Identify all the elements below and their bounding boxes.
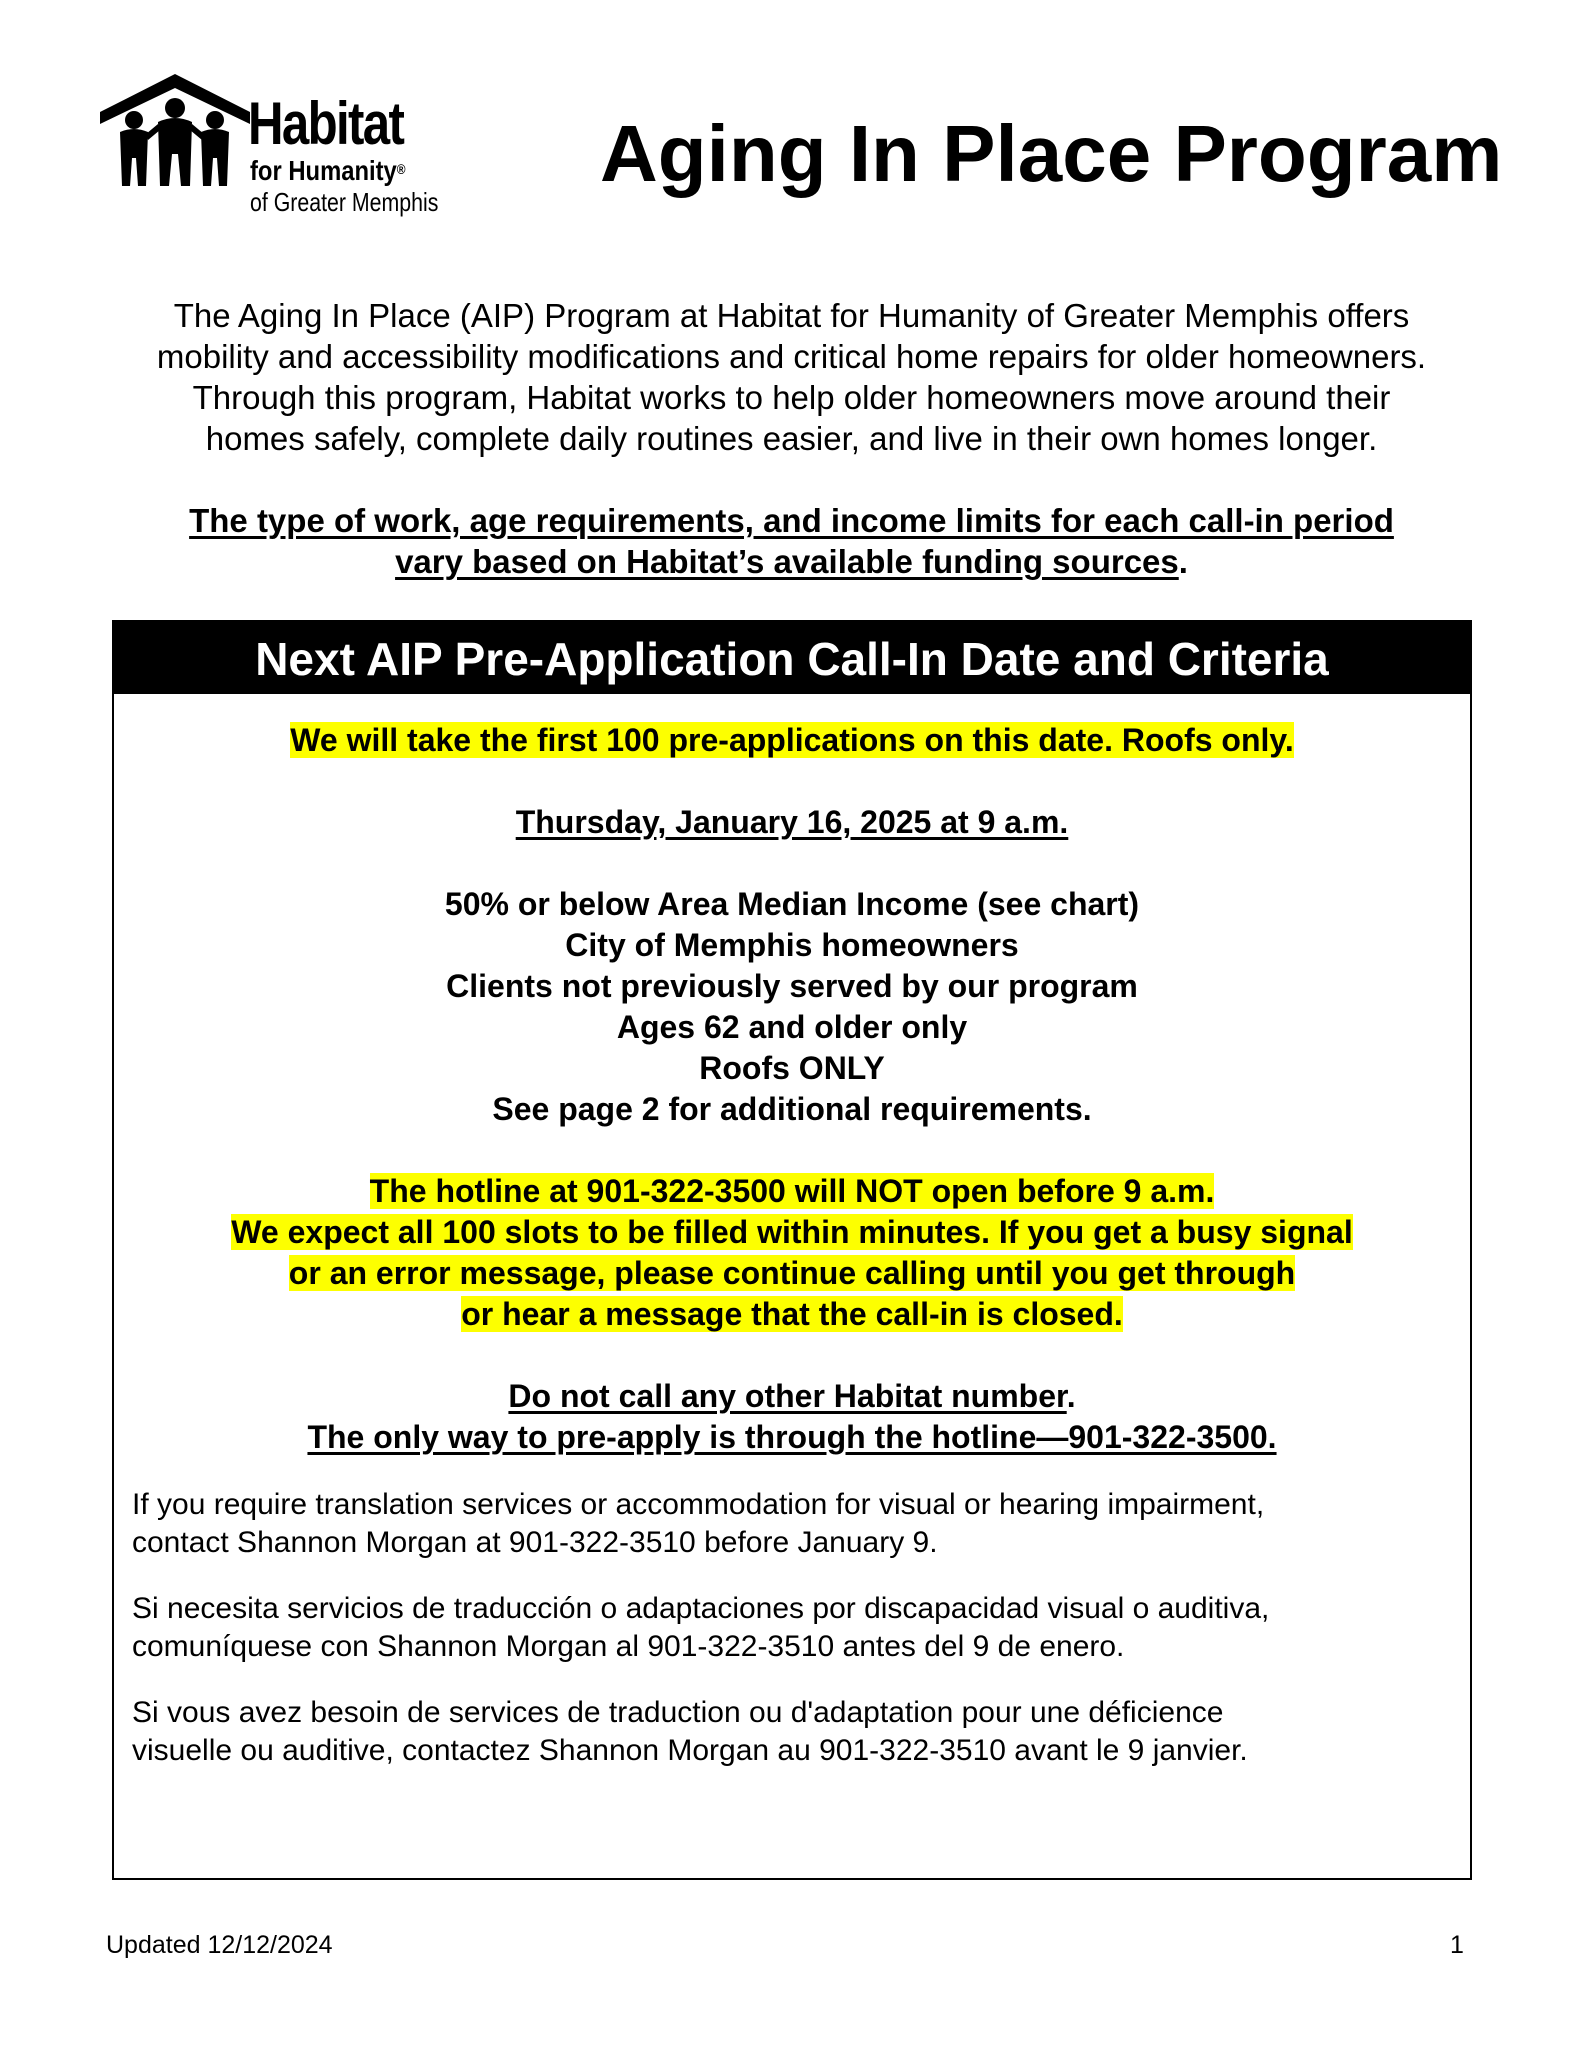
warning-period: .	[1066, 1378, 1076, 1414]
intro-paragraph	[60, 295, 1523, 459]
funding-notice	[60, 500, 1523, 582]
habitat-house-icon	[100, 74, 250, 190]
call-in-date: Thursday, January 16, 2025 at 9 a.m.	[515, 804, 1069, 840]
requirement-item: Roofs ONLY	[699, 1050, 885, 1086]
requirement-item: Clients not previously served by our program	[446, 968, 1138, 1004]
criteria-box	[112, 620, 1472, 1880]
requirement-item: Ages 62 and older only	[616, 1009, 968, 1045]
translation-en-line-1: If you require translation services or accommodation for visual or hearing impairment,	[132, 1488, 1265, 1521]
logo-wordmark: Habitat	[248, 90, 404, 157]
hotline-notice-line: We expect all 100 slots to be filled within minutes. If you get a busy signal	[231, 1214, 1353, 1250]
habitat-logo	[100, 70, 460, 230]
warning-other-number: Do not call any other Habitat number	[508, 1378, 1067, 1414]
hotline-notice-line: The hotline at 901-322-3500 will NOT open before 9 a.m.	[369, 1173, 1215, 1209]
translation-fr-line-1: Si vous avez besoin de services de traduction ou d'adaptation pour une déficience	[132, 1696, 1224, 1729]
page-number: 1	[1450, 1931, 1464, 1959]
warning-hotline-only: The only way to pre-apply is through the hotline—901-322-3500.	[307, 1419, 1277, 1455]
translation-en-line-2: contact Shannon Morgan at 901-322-3510 before January 9.	[132, 1526, 938, 1559]
translation-french	[132, 1694, 1452, 1770]
notice-line-1: The type of work, age requirements, and income limits for each call-in period	[189, 502, 1394, 539]
updated-date: Updated 12/12/2024	[106, 1931, 333, 1959]
logo-sub-text: for Humanity	[250, 155, 397, 186]
logo-city: of Greater Memphis	[250, 187, 439, 217]
logo-subtitle	[250, 156, 406, 186]
translation-english	[132, 1486, 1452, 1562]
intro-line: Through this program, Habitat works to help older homeowners move around their	[192, 379, 1391, 416]
hotline-notice-line: or an error message, please continue calling until you get through	[288, 1255, 1296, 1291]
translation-es-line-1: Si necesita servicios de traducción o adaptaciones por discapacidad visual o auditiva,	[132, 1592, 1270, 1625]
hotline-notice-line: or hear a message that the call-in is closed.	[461, 1296, 1123, 1332]
criteria-body	[114, 694, 1470, 1770]
intro-line: mobility and accessibility modifications and critical home repairs for older homeowners.	[156, 338, 1427, 375]
requirement-item: City of Memphis homeowners	[565, 927, 1019, 963]
translation-spanish	[132, 1590, 1452, 1666]
translation-fr-line-2: visuelle ou auditive, contactez Shannon Morgan au 901-322-3510 avant le 9 janvier.	[132, 1734, 1248, 1767]
intro-line: homes safely, complete daily routines easier, and live in their own homes longer.	[205, 420, 1378, 457]
requirement-item: 50% or below Area Median Income (see chart)	[444, 886, 1140, 922]
translation-es-line-2: comuníquese con Shannon Morgan al 901-322-3510 antes del 9 de enero.	[132, 1630, 1125, 1663]
notice-line-2: vary based on Habitat’s available funding sources	[395, 543, 1179, 580]
page-title: Aging In Place Program	[600, 109, 1503, 198]
first-100-notice: We will take the first 100 pre-applications on this date. Roofs only.	[290, 722, 1294, 758]
notice-period: .	[1178, 543, 1188, 580]
intro-line: The Aging In Place (AIP) Program at Habitat for Humanity of Greater Memphis offers	[173, 297, 1410, 334]
criteria-header: Next AIP Pre-Application Call-In Date and Criteria	[114, 622, 1470, 694]
registered-mark: ®	[396, 161, 406, 177]
requirement-item: See page 2 for additional requirements.	[492, 1091, 1092, 1127]
